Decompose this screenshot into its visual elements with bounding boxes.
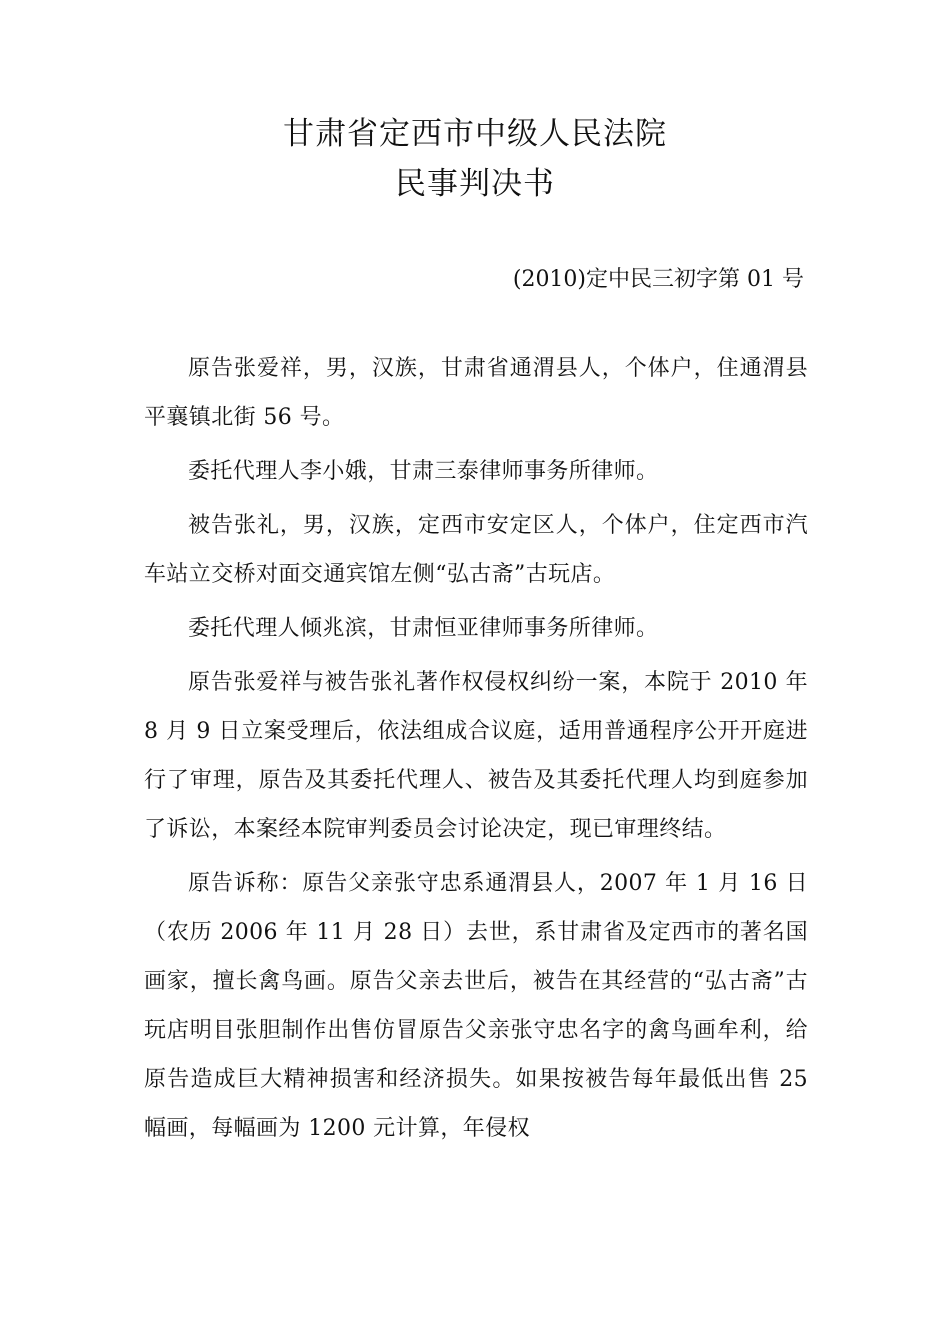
- court-name: 甘肃省定西市中级人民法院: [283, 116, 667, 152]
- case-summary-paragraph: 原告张爱祥与被告张礼著作权侵权纠纷一案，本院于 2010 年 8 月 9 日立案受理后，依法组成合议庭，适用普通程序公开开庭进行了审理，原告及其委托代理人、被告及其委托代理人均到庭参加了诉讼，本案经本院审判委员会讨论决定，现已审理终结。: [144, 670, 808, 842]
- plaintiff-paragraph: 原告张爱祥，男，汉族，甘肃省通渭县人，个体户，住通渭县平襄镇北街 56 号。: [144, 356, 808, 430]
- case-number: (2010)定中民三初字第 01 号: [512, 267, 804, 292]
- plaintiff-agent-paragraph: 委托代理人李小娥，甘肃三泰律师事务所律师。: [188, 459, 659, 484]
- plaintiff-claim-paragraph: 原告诉称：原告父亲张守忠系通渭县人，2007 年 1 月 16 日（农历 2006 年 11 月 28 日）去世，系甘肃省及定西市的著名国画家，擅长禽鸟画。原告父亲去世后，被告在其经营的“弘古斋”古玩店明目张胆制作出售仿冒原告父亲张守忠名字的禽鸟画牟利，给原告造成巨大精神损害和经济损失。如果按被告每年最低出售 25 幅画，每幅画为 1200 元计算，年侵权: [144, 871, 808, 1141]
- document-body: [144, 344, 808, 1158]
- defendant-paragraph: 被告张礼，男，汉族，定西市安定区人，个体户，住定西市汽车站立交桥对面交通宾馆左侧“弘古斋”古玩店。: [144, 513, 808, 587]
- defendant-agent-paragraph: 委托代理人倾兆滨，甘肃恒亚律师事务所律师。: [188, 616, 659, 641]
- document-title: 民事判决书: [395, 166, 555, 202]
